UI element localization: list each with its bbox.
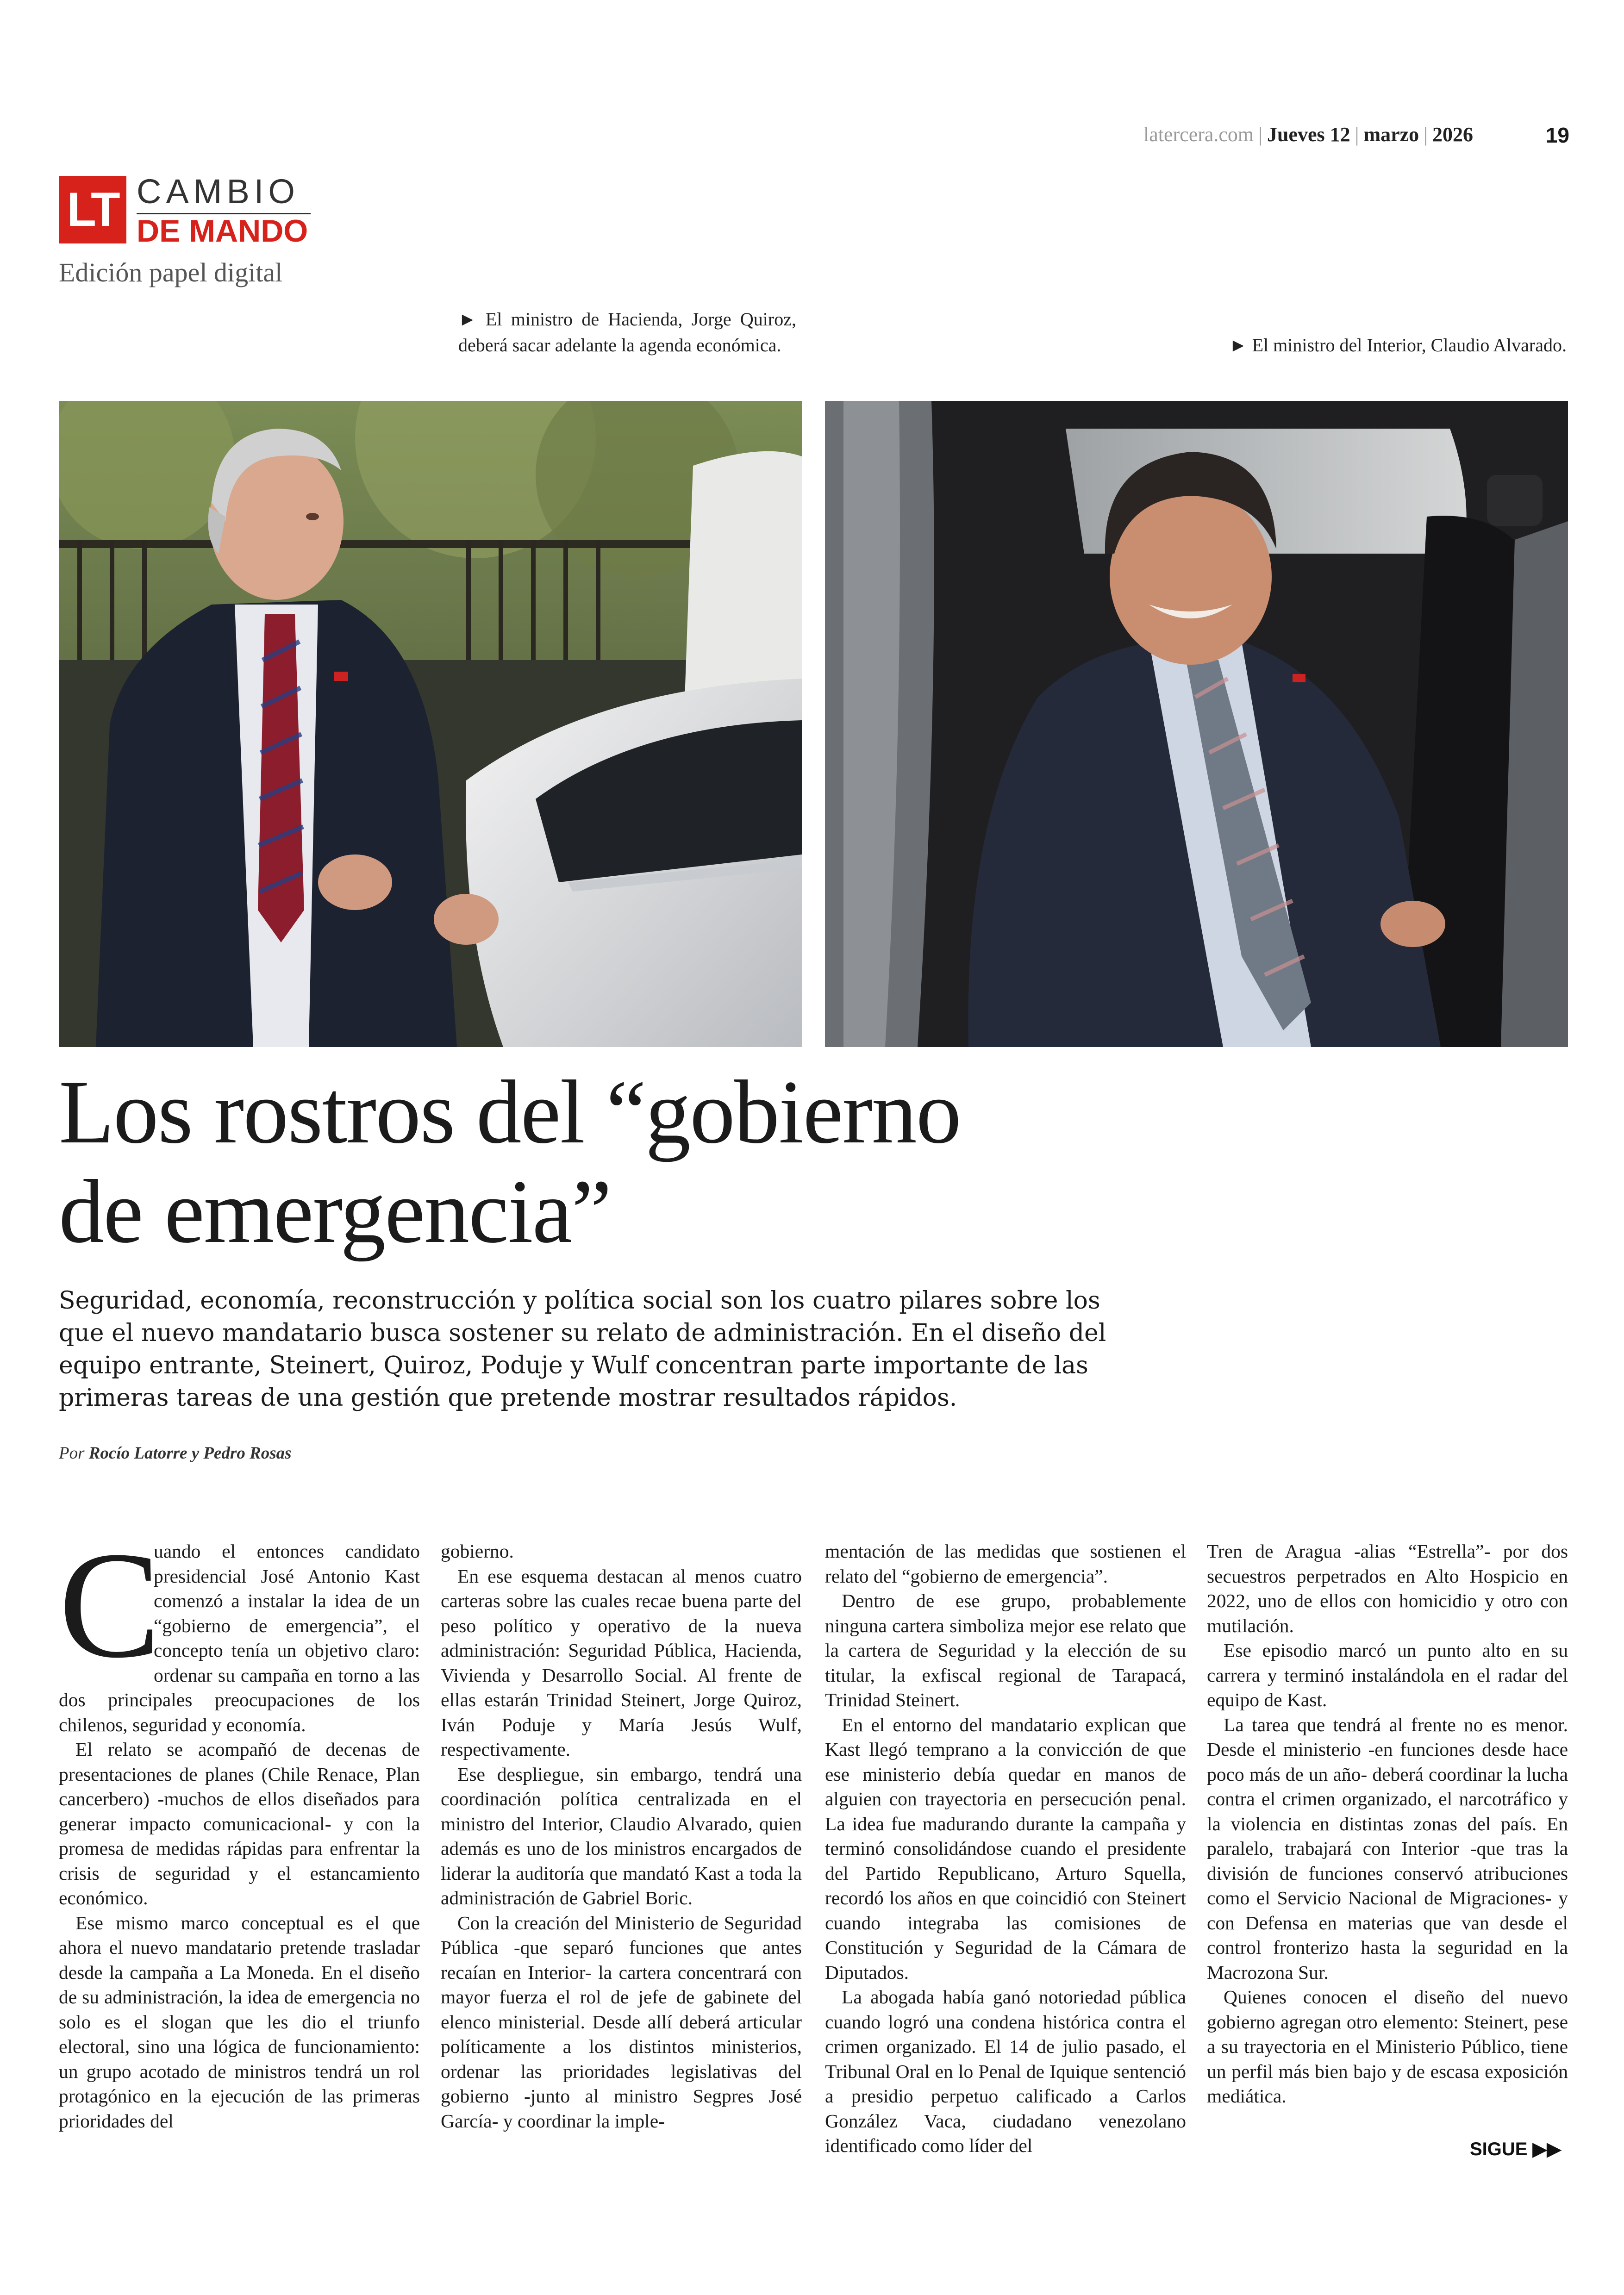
- section-logo: [59, 172, 318, 249]
- paragraph: Ese episodio marcó un punto alto en su carrera y terminó instalándola en el radar del equipo de Kast.: [1207, 1640, 1568, 1710]
- article-column-3: [825, 1539, 1186, 2158]
- section-logo-line1: CAMBIO: [137, 172, 300, 211]
- article-byline: [59, 1443, 292, 1463]
- page-number: 19: [1545, 123, 1569, 147]
- continue-link[interactable]: SIGUE ▶▶: [1470, 2139, 1562, 2159]
- header-month: marzo: [1363, 123, 1419, 146]
- paragraph: La abogada había ganó notoriedad pública cuando logró una condena histórica contra el crimen organizado. El 14 de julio pasado, el Tribunal Oral en lo Penal de Iquique sentenció a presidio perpetuo calificado a Carlos González Vaca, ciudadano venezolano identificado como líder del: [825, 1986, 1186, 2156]
- header-year: 2026: [1432, 123, 1473, 146]
- edition-label: Edición papel digital: [59, 257, 283, 287]
- paragraph: Quienes conocen el diseño del nuevo gobierno agregan otro elemento: Steinert, pese a su trayectoria en el Ministerio Público, tiene un perfil más bien bajo y de escasa exposición mediática.: [1207, 1986, 1568, 2107]
- photo-minister-interior: [825, 401, 1568, 1047]
- page-header-dateline: latercera.com | Jueves 12 | marzo | 2026: [1143, 123, 1473, 146]
- photo-caption-right: ► El ministro del Interior, Claudio Alvarado.: [1229, 335, 1567, 355]
- paragraph: Ese mismo marco conceptual es el que ahora el nuevo mandatario pretende trasladar desde la campaña a La Moneda. En el diseño de su administración, la idea de emergencia no solo es el slogan que les dio el triunfo electoral, sino una lógica de funcionamiento: un grupo acotado de ministros tendrá un rol protagónico en la ejecución de las primeras prioridades del: [59, 1912, 420, 2132]
- headline-line-1: Los rostros del “gobierno: [59, 1062, 961, 1162]
- paragraph: Ese despliegue, sin embargo, tendrá una coordinación política centralizada en el ministro del Interior, Claudio Alvarado, quien además es uno de los ministros encargados de liderar la auditoría que mandató Kast a toda la administración de Gabriel Boric.: [441, 1763, 802, 1908]
- photo-caption-left: ► El ministro de Hacienda, Jorge Quiroz, deberá sacar adelante la agenda económica.: [458, 309, 796, 355]
- site-name: latercera.com: [1143, 123, 1254, 146]
- drop-cap: C: [59, 1521, 161, 1690]
- photo-minister-hacienda: [59, 401, 802, 1047]
- article-headline: [59, 1062, 1355, 1261]
- paragraph: En ese esquema destacan al menos cuatro carteras sobre las cuales recae buena parte del peso político y operativo de la nueva administración: Seguridad Pública, Hacienda, Vivienda y Desarrollo Social. Al frente de ellas estarán Trinidad Steinert, Jorge Quiroz, Iván Poduje y María Jesús Wulf, respectivamente.: [441, 1565, 802, 1760]
- article-column-1: [59, 1521, 420, 2133]
- header-day: Jueves 12: [1267, 123, 1350, 146]
- section-logo-line2: DE MANDO: [137, 213, 308, 249]
- paragraph: uando el entonces candidato presidencial José Antonio Kast comenzó a instalar la idea de un “gobierno de emergencia”, el concepto tenía un objetivo claro: ordenar su campaña en torno a las dos principales preocupaciones de los chilenos, seguridad y economía.: [59, 1540, 420, 1735]
- paragraph: Dentro de ese grupo, probablemente ninguna cartera simboliza mejor ese relato que la cartera de Seguridad y la elección de su titular, la exfiscal regional de Tarapacá, Trinidad Steinert.: [825, 1590, 1186, 1710]
- article-column-2: [441, 1539, 802, 2133]
- headline-line-2: de emergencia”: [59, 1161, 611, 1262]
- paragraph: Con la creación del Ministerio de Seguridad Pública -que separó funciones que antes recaían en Interior- la cartera concentrará con mayor fuerza el rol de jefe de gabinete del elenco ministerial. Desde allí deberá articular políticamente a los distintos ministerios, ordenar las prioridades legislativas del gobierno -junto al ministro Segpres José García- y coordinar la imple-: [441, 1912, 802, 2132]
- paragraph: mentación de las medidas que sostienen el relato del “gobierno de emergencia”.: [825, 1540, 1186, 1587]
- article-column-4: [1207, 1539, 1568, 2109]
- paragraph: La tarea que tendrá al frente no es menor. Desde el ministerio -en funciones desde hace poco más de un año- deberá coordinar la lucha contra el crimen organizado, el narcotráfico y la violencia en distintas zonas del país. En paralelo, trabajará con Interior -que tras la división de funciones conservó atribuciones como el Servicio Nacional de Migraciones- y con Defensa en materias que van desde el control fronterizo hasta la seguridad en la Macrozona Sur.: [1207, 1714, 1568, 1983]
- byline-prefix: Por: [59, 1444, 85, 1463]
- byline-authors: Rocío Latorre y Pedro Rosas: [88, 1444, 292, 1463]
- paragraph: En el entorno del mandatario explican que Kast llegó temprano a la convicción de que ese ministerio debía quedar en manos de alguien con trayectoria en persecución penal. La idea fue madurando durante la campaña y terminó consolidándose cuando el presidente del Partido Republicano, Arturo Squella, recordó los años en que coincidió con Steinert cuando integraba las comisiones de Constitución y Seguridad de la Cámara de Diputados.: [825, 1714, 1186, 1983]
- article-lead: Seguridad, economía, reconstrucción y política social son los cuatro pilares sobre los que el nuevo mandatario busca sostener su relato de administración. En el diseño del equipo entrante, Steinert, Quiroz, Poduje y Wulf concentran parte importante de las primeras tareas de una gestión que pretende mostrar resultados rápidos.: [59, 1287, 1106, 1412]
- paragraph: gobierno.: [441, 1540, 514, 1562]
- lt-logo-mark: LT: [59, 176, 126, 243]
- paragraph: Tren de Aragua -alias “Estrella”- por dos secuestros perpetrados en Alto Hospicio en 2022, uno de ellos con homicidio y otro con mutilación.: [1207, 1540, 1568, 1636]
- paragraph: El relato se acompañó de decenas de presentaciones de planes (Chile Renace, Plan cancerbero) -muchos de ellos diseñados para generar impacto comunicacional- y con la promesa de medidas rápidas para enfrentar la crisis de seguridad y el estancamiento económico.: [59, 1739, 420, 1908]
